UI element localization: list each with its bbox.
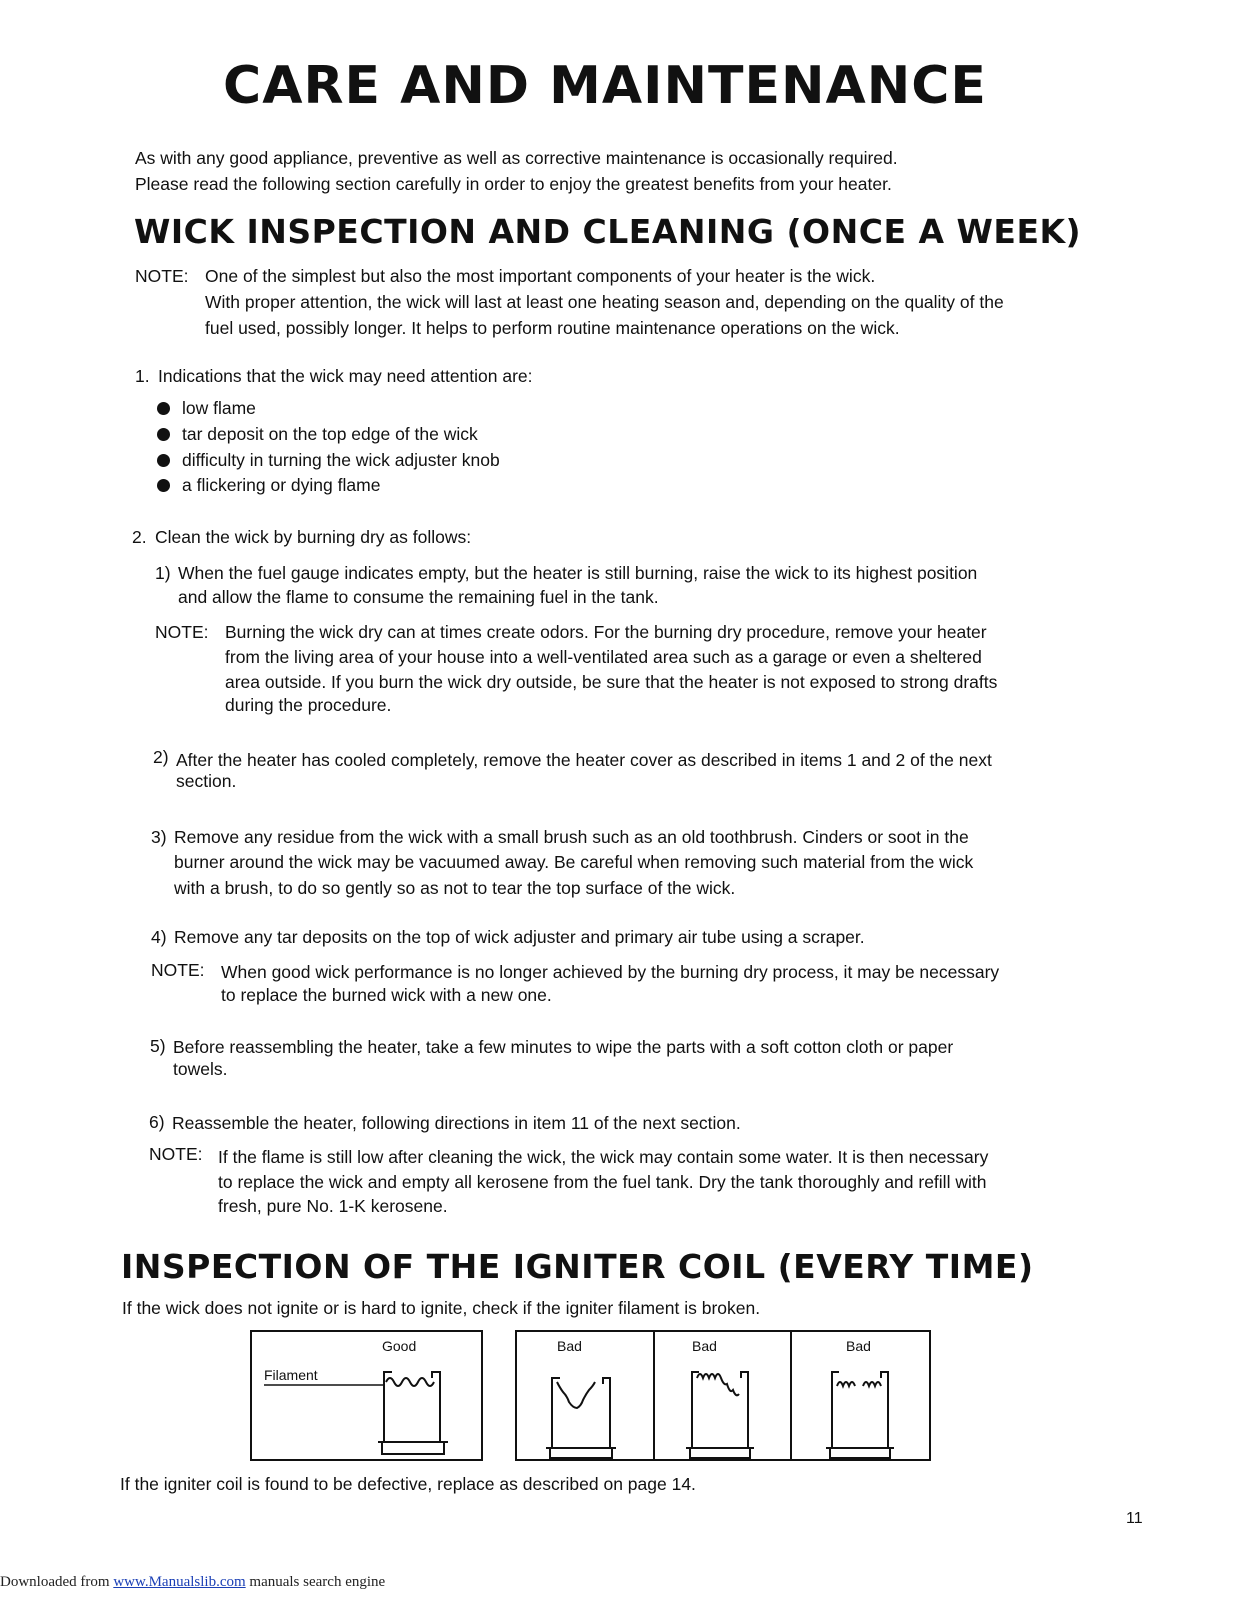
- bad-coil-2: [686, 1372, 754, 1458]
- bullet-icon: [157, 454, 170, 467]
- bullet-text: difficulty in turning the wick adjuster knob: [182, 450, 500, 470]
- intro-line-2: Please read the following section carefully in order to enjoy the greatest benefits from your heater.: [135, 174, 892, 194]
- igniter-intro: If the wick does not ignite or is hard to ignite, check if the igniter filament is broken.: [122, 1298, 761, 1318]
- note-a-line-3: area outside. If you burn the wick dry outside, be sure that the heater is not exposed to strong drafts: [225, 672, 998, 692]
- step-2-line-2: section.: [176, 771, 237, 791]
- note-a-line-4: during the procedure.: [225, 695, 392, 715]
- bullet-icon: [157, 479, 170, 492]
- note-a-line-1: Burning the wick dry can at times create odors. For the burning dry procedure, remove your heater: [225, 622, 987, 642]
- step-5-number: 5): [150, 1036, 166, 1056]
- item-1-number: 1.: [135, 366, 150, 386]
- bullet-item: [157, 396, 256, 421]
- bullet-item: [157, 422, 478, 447]
- note-b-line-1: When good wick performance is no longer achieved by the burning dry process, it may be necessary: [221, 962, 1000, 982]
- bullet-text: tar deposit on the top edge of the wick: [182, 424, 478, 444]
- step-1-line-1: When the fuel gauge indicates empty, but the heater is still burning, raise the wick to its highest position: [178, 563, 978, 583]
- igniter-outro: If the igniter coil is found to be defective, replace as described on page 14.: [120, 1474, 696, 1494]
- note-a-line-2: from the living area of your house into a well-ventilated area such as a garage or even a sheltered: [225, 647, 982, 667]
- footer-suffix: manuals search engine: [245, 1574, 386, 1590]
- manualslib-link[interactable]: www.Manualslib.com: [113, 1574, 246, 1590]
- bullet-item: [157, 473, 380, 498]
- download-footer: [0, 1574, 385, 1591]
- step-3-number: 3): [151, 827, 167, 847]
- step-3-line-3: with a brush, to do so gently so as not to tear the top surface of the wick.: [174, 878, 736, 898]
- item-2-text: Clean the wick by burning dry as follows:: [155, 527, 472, 547]
- note-c-label: NOTE:: [149, 1144, 203, 1164]
- step-6-number: 6): [149, 1112, 165, 1132]
- step-2-line-1: After the heater has cooled completely, remove the heater cover as described in items 1 and 2 of the next: [176, 750, 992, 770]
- note-b-line-2: to replace the burned wick with a new one.: [221, 985, 552, 1005]
- page-title: CARE AND MAINTENANCE: [223, 56, 987, 116]
- step-1-number: 1): [155, 563, 171, 583]
- bad-label-2: Bad: [692, 1338, 717, 1354]
- bullet-icon: [157, 402, 170, 415]
- step-3-line-2: burner around the wick may be vacuumed away. Be careful when removing such material from the wick: [174, 852, 974, 872]
- note-c-line-1: If the flame is still low after cleaning the wick, the wick may contain some water. It is then necessary: [218, 1147, 989, 1167]
- step-5-line-2: towels.: [173, 1059, 228, 1079]
- bad-coil-3: [826, 1372, 894, 1458]
- note-label: NOTE:: [135, 266, 189, 286]
- bad-label-1: Bad: [557, 1338, 582, 1354]
- step-1-line-2: and allow the flame to consume the remaining fuel in the tank.: [178, 587, 659, 607]
- note-a-label: NOTE:: [155, 622, 209, 642]
- section-heading-igniter: INSPECTION OF THE IGNITER COIL (EVERY TIME): [121, 1247, 1034, 1286]
- step-3-line-1: Remove any residue from the wick with a small brush such as an old toothbrush. Cinders or soot in the: [174, 827, 969, 847]
- intro-line-1: As with any good appliance, preventive as well as corrective maintenance is occasionally required.: [135, 148, 898, 168]
- bullet-text: low flame: [182, 398, 256, 418]
- bullet-item: [157, 448, 500, 473]
- note-line-1: One of the simplest but also the most important components of your heater is the wick.: [205, 266, 876, 286]
- note-line-2: With proper attention, the wick will last at least one heating season and, depending on the quality of the: [205, 292, 1004, 312]
- note-c-line-2: to replace the wick and empty all kerosene from the fuel tank. Dry the tank thoroughly and refill with: [218, 1172, 987, 1192]
- step-6-line-1: Reassemble the heater, following directions in item 11 of the next section.: [172, 1113, 741, 1133]
- bullet-text: a flickering or dying flame: [182, 475, 381, 495]
- igniter-bad-diagrams: [515, 1330, 931, 1461]
- igniter-good-diagram: [250, 1330, 483, 1461]
- bad-label-3: Bad: [846, 1338, 871, 1354]
- footer-prefix: Downloaded from: [0, 1574, 114, 1590]
- step-4-number: 4): [151, 927, 167, 947]
- step-4-line-1: Remove any tar deposits on the top of wick adjuster and primary air tube using a scraper.: [174, 927, 865, 947]
- note-line-3: fuel used, possibly longer. It helps to perform routine maintenance operations on the wick.: [205, 318, 900, 338]
- note-c-line-3: fresh, pure No. 1-K kerosene.: [218, 1196, 448, 1216]
- step-2-number: 2): [153, 747, 169, 767]
- page-number: 11: [1126, 1510, 1143, 1527]
- bad-coil-1: [546, 1378, 616, 1458]
- section-heading-wick: WICK INSPECTION AND CLEANING (ONCE A WEEK): [134, 212, 1082, 251]
- bullet-icon: [157, 428, 170, 441]
- note-b-label: NOTE:: [151, 960, 205, 980]
- good-label: Good: [382, 1338, 417, 1354]
- item-2-number: 2.: [132, 527, 147, 547]
- item-1-text: Indications that the wick may need attention are:: [158, 366, 533, 386]
- step-5-line-1: Before reassembling the heater, take a few minutes to wipe the parts with a soft cotton cloth or paper: [173, 1037, 954, 1057]
- filament-label: Filament: [264, 1367, 318, 1383]
